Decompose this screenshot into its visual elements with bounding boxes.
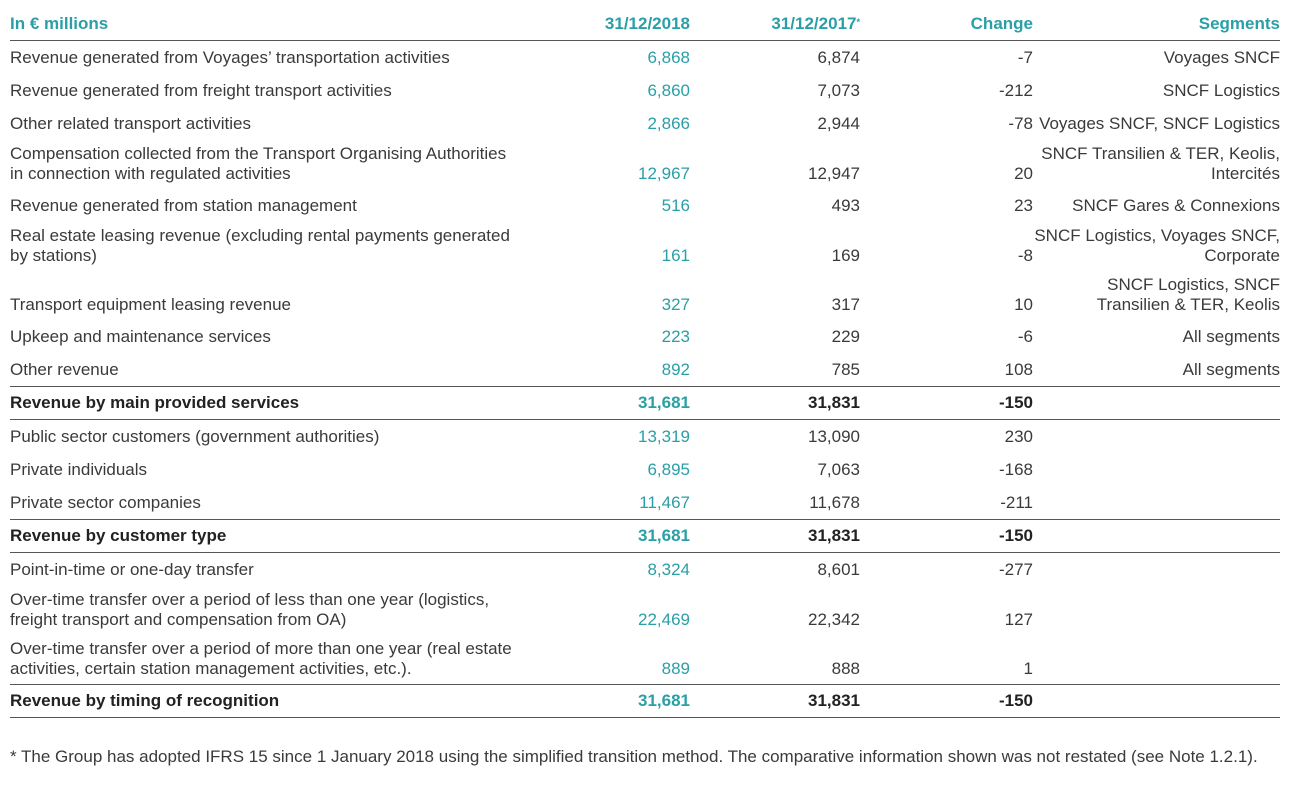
table-row xyxy=(10,420,1280,454)
row-label: Revenue generated from freight transport activities xyxy=(10,81,392,100)
row-label: Compensation collected from the Transport Organising Authorities in connection with regulated activities xyxy=(10,144,507,183)
value-change: -78 xyxy=(1008,114,1033,133)
value-segments-empty xyxy=(1033,453,1280,486)
value-change: -168 xyxy=(998,460,1033,479)
value-change: 23 xyxy=(1014,196,1033,215)
total-row-customer xyxy=(10,520,1280,553)
value-segments-empty xyxy=(1033,586,1280,635)
revenue-table xyxy=(10,4,1280,718)
value-2018: 12,967 xyxy=(638,164,690,183)
total-2018: 31,681 xyxy=(520,387,690,420)
row-label: Upkeep and maintenance services xyxy=(10,327,271,346)
value-segments: SNCF Logistics, SNCF Transilien & TER, Keolis xyxy=(1096,275,1280,314)
value-2017: 2,944 xyxy=(817,114,860,133)
row-label: Other related transport activities xyxy=(10,114,251,133)
table-row xyxy=(10,271,1280,320)
header-2017 xyxy=(690,4,860,41)
value-change: -7 xyxy=(1017,48,1033,67)
value-change: -212 xyxy=(998,81,1033,100)
table-row xyxy=(10,453,1280,486)
value-change: 1 xyxy=(1023,659,1033,678)
header-2017-footnote-mark: * xyxy=(856,17,860,27)
value-segments-empty xyxy=(1033,635,1280,685)
table-row xyxy=(10,140,1280,189)
value-2018: 327 xyxy=(661,295,690,314)
value-2018: 161 xyxy=(661,246,690,265)
value-2018: 6,895 xyxy=(647,460,690,479)
value-2017: 6,874 xyxy=(817,48,860,67)
value-segments: SNCF Logistics xyxy=(1162,81,1280,100)
value-segments: All segments xyxy=(1182,360,1280,379)
value-change: -277 xyxy=(998,560,1033,579)
total-label: Revenue by timing of recognition xyxy=(10,685,520,718)
header-unit-label: In € millions xyxy=(10,4,520,41)
value-segments: Voyages SNCF xyxy=(1163,48,1280,67)
value-2017: 22,342 xyxy=(808,610,860,629)
row-label: Revenue generated from Voyages’ transportation activities xyxy=(10,48,450,67)
row-label: Point-in-time or one-day transfer xyxy=(10,560,254,579)
total-change: -150 xyxy=(860,387,1033,420)
header-segments: Segments xyxy=(1033,4,1280,41)
value-2018: 2,866 xyxy=(647,114,690,133)
total-change: -150 xyxy=(860,520,1033,553)
footnote: * The Group has adopted IFRS 15 since 1 January 2018 using the simplified transition method. The comparative information shown was not restated (see Note 1.2.1). xyxy=(10,747,1258,766)
value-2017: 785 xyxy=(831,360,860,379)
value-2018: 6,860 xyxy=(647,81,690,100)
total-row-services xyxy=(10,387,1280,420)
value-2018: 892 xyxy=(661,360,690,379)
value-2018: 11,467 xyxy=(639,493,690,512)
total-2017: 31,831 xyxy=(690,685,860,718)
value-change: 108 xyxy=(1004,360,1033,379)
table-row xyxy=(10,107,1280,140)
row-label: Transport equipment leasing revenue xyxy=(10,295,291,314)
value-2017: 229 xyxy=(831,327,860,346)
value-change: 10 xyxy=(1014,295,1033,314)
value-2018: 6,868 xyxy=(647,48,690,67)
value-2017: 13,090 xyxy=(808,427,860,446)
value-2017: 493 xyxy=(831,196,860,215)
value-2018: 889 xyxy=(661,659,690,678)
table-row xyxy=(10,586,1280,635)
value-2017: 12,947 xyxy=(808,164,860,183)
total-change: -150 xyxy=(860,685,1033,718)
value-2018: 223 xyxy=(661,327,690,346)
row-label: Public sector customers (government authorities) xyxy=(10,427,380,446)
total-2018: 31,681 xyxy=(520,520,690,553)
total-row-timing xyxy=(10,685,1280,718)
table-row xyxy=(10,222,1280,271)
header-2017-label: 31/12/2017 xyxy=(771,14,857,33)
value-2017: 11,678 xyxy=(809,493,860,512)
total-segments-empty xyxy=(1033,685,1280,718)
value-2017: 7,063 xyxy=(817,460,860,479)
value-change: -6 xyxy=(1017,327,1033,346)
total-2017: 31,831 xyxy=(690,387,860,420)
table-row xyxy=(10,189,1280,222)
value-change: 230 xyxy=(1004,427,1033,446)
value-2018: 8,324 xyxy=(647,560,690,579)
value-2018: 22,469 xyxy=(638,610,690,629)
total-segments-empty xyxy=(1033,520,1280,553)
value-2017: 317 xyxy=(831,295,860,314)
value-segments: All segments xyxy=(1182,327,1280,346)
table-row xyxy=(10,553,1280,587)
value-change: -211 xyxy=(1000,493,1033,512)
header-2018: 31/12/2018 xyxy=(520,4,690,41)
value-segments: Voyages SNCF, SNCF Logistics xyxy=(1039,114,1280,133)
table-header-row xyxy=(10,4,1280,41)
header-change: Change xyxy=(860,4,1033,41)
total-2018: 31,681 xyxy=(520,685,690,718)
value-2018: 516 xyxy=(661,196,690,215)
row-label: Real estate leasing revenue (excluding rental payments generated by stations) xyxy=(10,226,510,265)
value-segments: SNCF Logistics, Voyages SNCF, Corporate xyxy=(1034,226,1280,265)
value-segments-empty xyxy=(1033,486,1280,520)
row-label: Over-time transfer over a period of more than one year (real estate activities, certain station management activities, etc.). xyxy=(10,639,512,678)
value-2018: 13,319 xyxy=(638,427,690,446)
value-change: -8 xyxy=(1017,246,1033,265)
value-2017: 888 xyxy=(831,659,860,678)
value-segments-empty xyxy=(1033,420,1280,454)
table-row xyxy=(10,353,1280,387)
total-2017: 31,831 xyxy=(690,520,860,553)
value-2017: 169 xyxy=(831,246,860,265)
row-label: Private sector companies xyxy=(10,493,201,512)
row-label: Over-time transfer over a period of less than one year (logistics, freight transport and compensation from OA) xyxy=(10,590,490,629)
value-segments: SNCF Gares & Connexions xyxy=(1072,196,1280,215)
value-2017: 7,073 xyxy=(817,81,860,100)
total-label: Revenue by customer type xyxy=(10,520,520,553)
total-label: Revenue by main provided services xyxy=(10,387,520,420)
row-label: Revenue generated from station management xyxy=(10,196,357,215)
value-change: 127 xyxy=(1004,610,1033,629)
value-change: 20 xyxy=(1014,164,1033,183)
table-row xyxy=(10,635,1280,685)
value-2017: 8,601 xyxy=(817,560,860,579)
total-segments-empty xyxy=(1033,387,1280,420)
row-label: Private individuals xyxy=(10,460,148,479)
value-segments-empty xyxy=(1033,553,1280,587)
table-row xyxy=(10,320,1280,353)
value-segments: SNCF Transilien & TER, Keolis, Intercités xyxy=(1041,144,1280,183)
table-row xyxy=(10,74,1280,107)
row-label: Other revenue xyxy=(10,360,119,379)
table-row xyxy=(10,41,1280,75)
table-row xyxy=(10,486,1280,520)
